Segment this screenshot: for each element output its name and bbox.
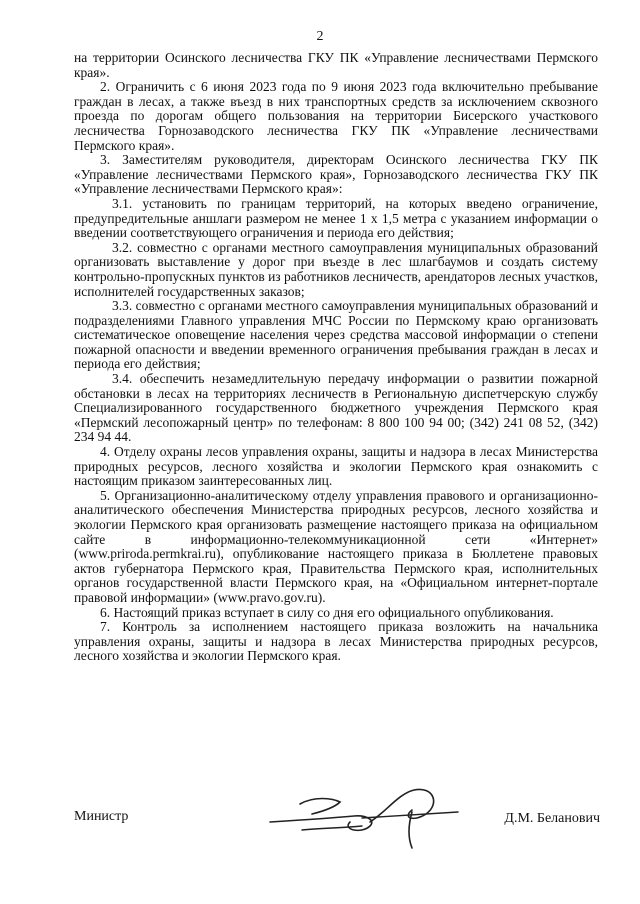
paragraph-3: 3. Заместителям руководителя, директорам Осинского лесничества ГКУ ПК «Управление лесничествами Пермского края», Горнозаводского лесничества ГКУ ПК «Управление лесничествами Пермского края»: — [74, 152, 598, 197]
handwritten-signature — [262, 782, 462, 852]
paragraph-4: 4. Отделу охраны лесов управления охраны, защиты и надзора в лесах Министерства природных ресурсов, лесного хозяйства и экологии Пермского края ознакомить с настоящим приказом заинтересованных лиц. — [74, 444, 598, 489]
paragraph-3-4: 3.4. обеспечить незамедлительную передачу информации о развитии пожарной обстановки в лесах на территориях лесничеств в Региональную диспетчерскую службу Специализированного государственного бюджетного учреждения Пермского края «Пермский лесопожарный центр» по телефонам: 8 800 100 94 00; (342) 241 08 52, (342) 234 94 44. — [74, 371, 598, 445]
signatory-name: Д.М. Беланович — [504, 811, 600, 826]
paragraph-3-3: 3.3. совместно с органами местного самоуправления муниципальных образований и подразделениями Главного управления МЧС России по Пермскому краю организовать систематическое оповещение населения через средства массовой информации о степени пожарной опасности и введении временного ограничения пребывания граждан в лесах и периода его действия; — [74, 298, 598, 372]
paragraph-3-1: 3.1. установить по границам территорий, на которых введено ограничение, предупредительные аншлаги размером не менее 1 х 1,5 метра с указанием информации о введении соответствующего ограничения и периода его действия; — [74, 195, 598, 241]
paragraph-7: 7. Контроль за исполнением настоящего приказа возложить на начальника управления охраны, защиты и надзора в лесах Министерства природных ресурсов, лесного хозяйства и экологии Пермского края. — [74, 619, 598, 664]
page-number: 2 — [316, 29, 324, 44]
paragraph-6: 6. Настоящий приказ вступает в силу со дня его официального опубликования. — [100, 604, 554, 620]
paragraph-1-continuation: на территории Осинского лесничества ГКУ ПК «Управление лесничествами Пермского края». — [74, 50, 598, 80]
signatory-position: Министр — [74, 809, 129, 824]
document-body — [74, 51, 598, 664]
paragraph-5: 5. Организационно-аналитическому отделу управления правового и организационно-аналитического обеспечения Министерства природных ресурсов, лесного хозяйства и экологии Пермского края организовать размещение настоящего приказа на официальном сайте в информационно-телекоммуникационной сети «Интернет» (www.priroda.permkrai.ru), опубликование настоящего приказа в Бюллетене правовых актов губернатора Пермского края, Правительства Пермского края, исполнительных органов государственной власти Пермского края, на «Официальном интернет-портале правовой информации» (www.pravo.gov.ru). — [74, 487, 598, 605]
paragraph-2: 2. Ограничить с 6 июня 2023 года по 9 июня 2023 года включительно пребывание граждан в лесах, а также въезд в них транспортных средств за исключением сквозного проезда по дорогам общего пользования на территории Бисерского участкового лесничества Горнозаводского лесничества ГКУ ПК «Управление лесничествами Пермского края». — [74, 79, 598, 153]
paragraph-3-2: 3.2. совместно с органами местного самоуправления муниципальных образований организовать выставление у дорог при въезде в лес шлагбаумов и создать систему контрольно-пропускных пунктов из работников лесничеств, арендаторов лесных участков, исполнителей государственных заказов; — [74, 239, 599, 299]
